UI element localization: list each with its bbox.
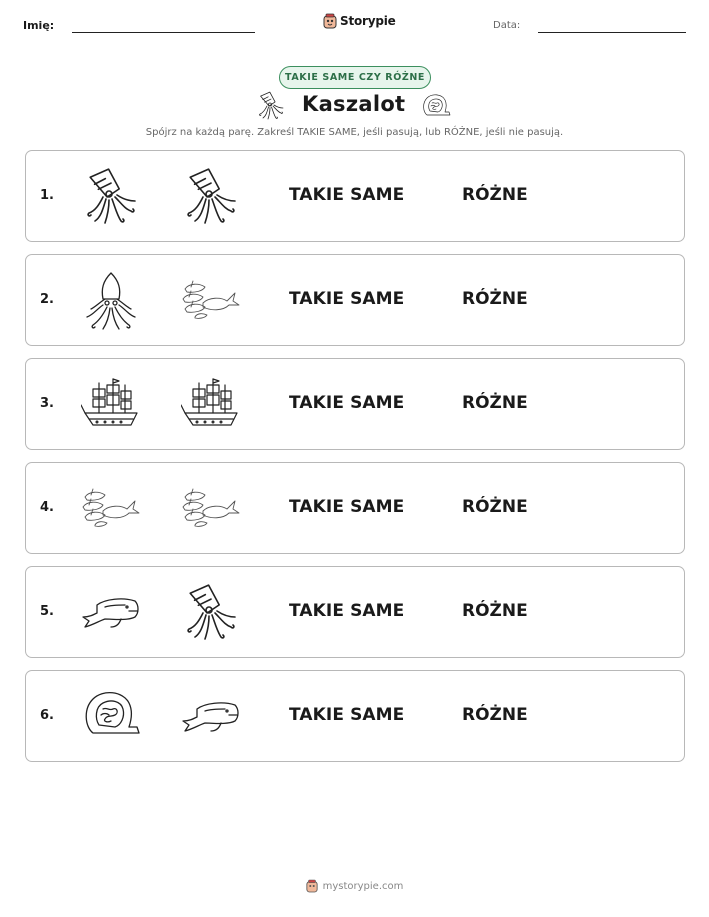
question-card [25, 670, 685, 762]
storypie-mascot-icon [306, 879, 318, 893]
title-row [0, 90, 709, 124]
option-different[interactable]: RÓŻNE [462, 705, 528, 725]
question-number: 3. [40, 396, 54, 411]
question-card [25, 254, 685, 346]
date-field[interactable] [538, 32, 686, 33]
sailing-ship-icon [81, 375, 141, 435]
whale-brain-icon [81, 687, 141, 747]
sailing-ship-icon [181, 375, 241, 435]
instructions: Spójrz na każdą parę. Zakreśl TAKIE SAME, jeśli pasują, lub RÓŻNE, jeśli nie pasują. [145, 127, 564, 138]
option-different[interactable]: RÓŻNE [462, 289, 528, 309]
option-different[interactable]: RÓŻNE [462, 393, 528, 413]
question-number: 5. [40, 604, 54, 619]
option-different[interactable]: RÓŻNE [462, 497, 528, 517]
squid-icon [81, 167, 141, 227]
option-same[interactable]: TAKIE SAME [289, 185, 405, 205]
question-card [25, 150, 685, 242]
whale-pod-icon [181, 479, 241, 539]
squid-icon [256, 91, 286, 121]
option-different[interactable]: RÓŻNE [462, 601, 528, 621]
storypie-mascot-icon [323, 13, 337, 29]
question-number: 6. [40, 708, 54, 723]
worksheet-header [0, 0, 709, 50]
option-same[interactable]: TAKIE SAME [289, 289, 405, 309]
question-card [25, 462, 685, 554]
option-different[interactable]: RÓŻNE [462, 185, 528, 205]
question-number: 4. [40, 500, 54, 515]
activity-badge: TAKIE SAME CZY RÓŻNE [279, 66, 431, 89]
question-card [25, 358, 685, 450]
date-label: Data: [493, 20, 521, 31]
name-label: Imię: [23, 19, 55, 32]
footer-url: mystorypie.com [322, 880, 404, 892]
question-card [25, 566, 685, 658]
name-field[interactable] [72, 32, 255, 33]
option-same[interactable]: TAKIE SAME [289, 497, 405, 517]
squid-outline-icon [81, 271, 141, 331]
whale-pod-icon [181, 271, 241, 331]
squid-icon [181, 167, 241, 227]
brand-logo [323, 13, 396, 29]
sperm-whale-icon [181, 687, 241, 747]
sperm-whale-icon [81, 583, 141, 643]
whale-pod-icon [81, 479, 141, 539]
option-same[interactable]: TAKIE SAME [289, 601, 405, 621]
question-number: 1. [40, 188, 54, 203]
page-title: Kaszalot [302, 92, 406, 116]
brand-name: Storypie [340, 14, 396, 28]
option-same[interactable]: TAKIE SAME [289, 393, 405, 413]
squid-icon [181, 583, 241, 643]
footer [0, 879, 709, 893]
whale-brain-icon [421, 92, 451, 122]
question-number: 2. [40, 292, 54, 307]
option-same[interactable]: TAKIE SAME [289, 705, 405, 725]
